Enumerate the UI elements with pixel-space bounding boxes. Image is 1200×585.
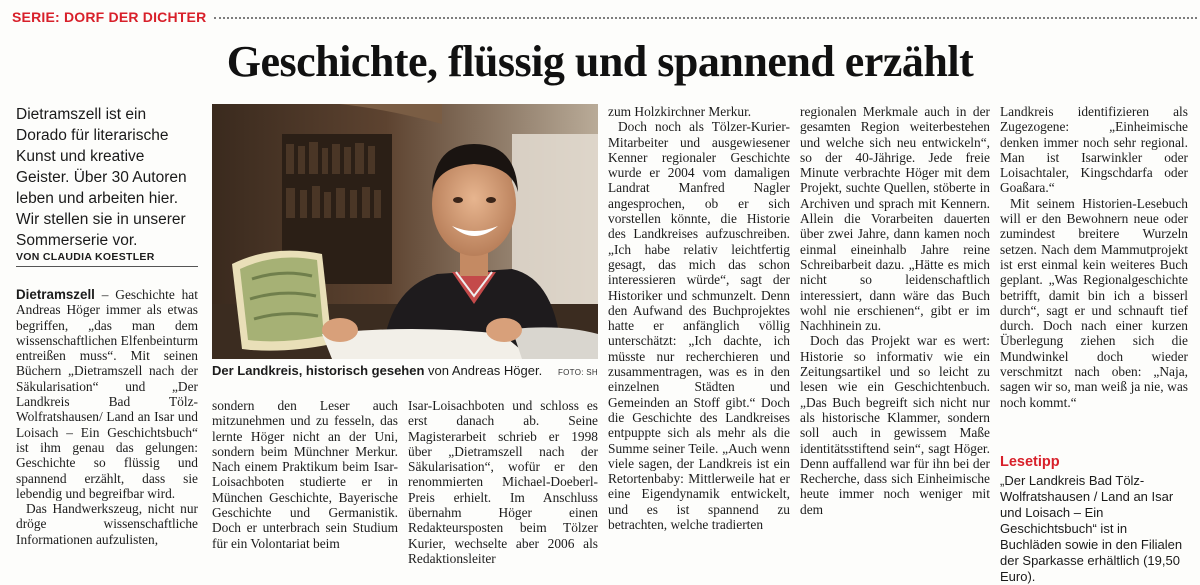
series-dotted-rule (214, 17, 1197, 19)
series-label: SERIE: DORF DER DICHTER (12, 9, 207, 25)
caption-text: von Andreas Höger. (424, 363, 543, 378)
article-paragraph: Doch noch als Tölzer-Kurier-Mitarbeiter und ausgewiesener Kenner regionaler Geschichte wurde er 2004 vom damaligen Landrat Manfred Nagler angesprochen, ob er sich vorstellen könnte, die Historie des Landkreises aufzuschreiben. „Ich habe relativ leichtfertig gesagt, das mich das schon interessieren würde“, sagt der Historiker und schmunzelt. Denn den Aufwand des Buchprojektes hatte er anfänglich völlig unterschätzt: „Ich dachte, ich müsste nur recherchieren und zusammentragen, was es in den einzelnen Städten und Gemeinden an Stoff gibt.“ Doch die Geschichte des Landkreises entpuppte sich als mehr als die Summe seiner Teile. „Auch wenn viele sagen, der Landkreis ist ein Retortenbaby: Mittlerweile hat er eine Eigendynamik entwickelt, und es ist spannend zu betrachten, welche tradierten (608, 119, 790, 533)
article-paragraph: regionalen Merkmale auch in der gesamten Region weiterbestehen und welche sich neu entwickeln“, so der 40-Jährige. Jede freie Minute verbrachte Höger mit dem Projekt, suchte Quellen, stöberte in Archiven und sprach mit Kennern. Allein die Vorarbeiten dauerten über zwei Jahre, dann kamen noch einmal eineinhalb Jahre reine Schreibarbeit dazu. „Hätte es mich nicht so leidenschaftlich interessiert, dann wäre das Buch wohl nie erschienen“, gibt er im Nachhinein zu. (800, 104, 990, 334)
reading-tip-text: „Der Landkreis Bad Tölz-Wolfratshausen / Land an Isar und Loisach – Ein Geschichtsbuch“ ist in Buchläden sowie in den Filialen der Sparkasse erhältlich (19,50 Euro). (1000, 473, 1183, 584)
article-text: – Geschichte hat Andreas Höger immer als etwas begriffen, „das man dem wissenschaftlichen Elfenbeinturm entreißen muss“. Mit seinen Büchern „Dietramszell nach der Säkularisation“ und „Der Landkreis Bad Tölz-Wolfratshausen/ Land an Isar und Loisach – Ein Geschichtsbuch“ ist ihm genau das gelungen: Geschichte so flüssig und spannend erzählt, dass sie lebendig und begreifbar wird. (16, 287, 198, 501)
article-column-1 (16, 287, 198, 547)
article-column-4 (608, 104, 790, 532)
article-paragraph: Doch das Projekt war es wert: Historie so informativ wie ein Zeitungsartikel und so leicht zu lesen wie ein Geschichtenbuch. „Das Buch begreift sich nicht nur als historische Klammer, sondern soll auch in gewissem Maße identitätsstiftend sein“, sagt Höger. Denn auffallend war für ihn bei der Recherche, dass sich Einheimische heute immer noch weniger mit dem (800, 333, 990, 517)
article-paragraph: Das Handwerkszeug, nicht nur dröge wissenschaftliche Informationen aufzulisten, (16, 501, 198, 547)
article-paragraph: Mit seinem Historien-Lesebuch will er den Bewohnern neue oder zumindest breitere Wurzeln setzen. Nach dem Mammutprojekt ist erst einmal kein weiteres Buch geplant. „Was Regionalgeschichte betrifft, damit bin ich a bisserl durch“, sagt er und schnauft tief durch. Doch nach einer kurzen Überlegung ziehen sich die Mundwinkel doch wieder verschmitzt nach oben: „Naja, sagen wir so, man weiß ja nie, was noch kommt.“ (1000, 195, 1188, 410)
caption-bold: Der Landkreis, historisch gesehen (212, 363, 425, 378)
photo-credit: FOTO: SH (557, 368, 598, 377)
article-paragraph (16, 287, 198, 501)
headline: Geschichte, flüssig und spannend erzählt (226, 37, 974, 86)
photo-andreas-hoeger (212, 104, 598, 359)
article-photo (212, 104, 598, 359)
article-paragraph: Landkreis identifizieren als Zugezogene: „Einheimische denken immer noch sehr regional. Man ist Isarwinkler oder Loisachtaler, Kingschdarfa oder Goaßara.“ (1000, 104, 1188, 196)
intro-teaser: Dietramszell ist ein Dorado für literarische Kunst und kreative Geister. Über 30 Autoren leben und arbeiten hier. Wir stellen sie in unserer Sommerserie vor. (16, 106, 187, 249)
article-column-5 (800, 104, 990, 517)
article-column-6 (1000, 104, 1188, 410)
byline: VON CLAUDIA KOESTLER (16, 251, 198, 267)
article-paragraph: zum Holzkirchner Merkur. (608, 104, 752, 119)
reading-tip-box (1000, 453, 1188, 585)
series-header (12, 6, 1197, 28)
article-column-3 (408, 398, 598, 566)
reading-tip-heading: Lesetipp (1000, 454, 1060, 470)
dateline: Dietramszell (16, 287, 95, 302)
article-paragraph: sondern den Leser auch mitzunehmen und zu fesseln, das lernte Höger nicht an der Uni, sondern beim Münchner Merkur. Nach einem Praktikum beim Isar-Loisachboten studierte er in München Geschichte, Bayerische Geschichte und Germanistik. Doch er unterbrach sein Studium für ein Volontariat beim (212, 398, 398, 551)
article-paragraph: Isar-Loisachboten und schloss es erst danach ab. Seine Magisterarbeit schrieb er 1998 über „Dietramszell nach der Säkularisation“, wofür er den renommierten Michael-Doeberl-Preis erhielt. Im Anschluss übernahm Höger einen Redakteursposten beim Tölzer Kurier, wechselte aber 2006 als Redaktionsleiter (408, 398, 598, 566)
article-column-2 (212, 398, 398, 551)
photo-caption (212, 363, 598, 383)
